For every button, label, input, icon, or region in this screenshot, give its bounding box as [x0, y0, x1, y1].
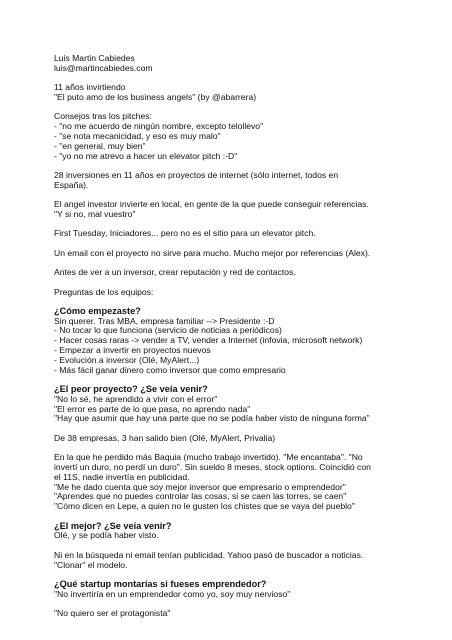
- lost-line: invertí un duro, no perdí un duro". Sin sueldo 8 meses, stock options. Coincidió con: [54, 462, 371, 473]
- protagonist-paragraph: [54, 609, 434, 619]
- lost-block: [54, 453, 434, 512]
- reputation-text: Antes de ver a un inversor, crear reputación y red de contactos.: [54, 267, 296, 278]
- questions-title: Preguntas de los equipos:: [54, 286, 154, 297]
- yahoo-line-1: Ni en la búsqueda ni email tenían publicidad. Yahoo pasó de buscador a noticias.: [54, 549, 364, 560]
- q2-block: [54, 385, 434, 424]
- lost-line: "Me he dado cuenta que soy mejor inversor que empresario o emprendedor": [54, 481, 346, 492]
- companies-paragraph: [54, 434, 434, 444]
- questions-paragraph: [54, 288, 434, 298]
- lost-line: En la que he perdido más Baquia (mucho trabajo invertido). "Me encantaba". "No: [54, 452, 363, 463]
- q2-line: "El error es parte de lo que pasa, no aprendo nada": [54, 403, 251, 414]
- q1-line: Sin querer. Tras MBA, empresa familiar --> Presidente :-D: [54, 315, 275, 326]
- q1-block: [54, 307, 434, 376]
- pitches-item: - "en general, muy bien": [54, 140, 146, 151]
- protagonist-text: "No quiero ser el protagonista": [54, 608, 171, 619]
- first-tuesday-text: First Tuesday, Iniciadores... pero no es el sitio para un elevator pitch.: [54, 228, 316, 239]
- q1-line: - Empezar a invertir en proyectos nuevos: [54, 345, 211, 356]
- q3-block: [54, 522, 434, 542]
- author-email: luis@martincabiedes.com: [54, 62, 153, 73]
- q1-line: - No tocar lo que funciona (servicio de noticias a periódicos): [54, 325, 282, 336]
- pitches-block: [54, 112, 434, 161]
- pitches-item: - "yo no me atrevo a hacer un elevator pitch :-D": [54, 150, 238, 161]
- pitches-item: - "se nota mecanicidad, y eso es muy malo": [54, 130, 221, 141]
- email-text: Un email con el proyecto no sirve para mucho. Mucho mejor por referencias (Alex).: [54, 247, 371, 258]
- yahoo-line-2: "Clonar" el modelo.: [54, 559, 128, 570]
- investments-paragraph: [54, 171, 434, 191]
- yahoo-block: [54, 551, 434, 571]
- local-line-2: "Y si no, mal vuestro": [54, 208, 136, 219]
- q1-line: - Hacer cosas raras -> vender a TV, vender a Internet (infovia, microsoft network): [54, 335, 363, 346]
- investments-text: 28 inversiones en 11 años en proyectos de internet (sólo internet, todos en España).: [54, 169, 339, 190]
- q1-heading: ¿Cómo empezaste?: [54, 305, 141, 316]
- lost-line: "Cómo dicen en Lepe, a quien no le gusten los chistes que se vaya del pueblo": [54, 501, 355, 512]
- q3-heading: ¿El mejor? ¿Se veía venir?: [54, 520, 172, 531]
- local-block: [54, 200, 434, 220]
- q4-line: "No invertiría en un emprendedor como yo, soy muy nervioso": [54, 588, 291, 599]
- lost-line: el 11S, nadie invertía en publicidad.: [54, 471, 190, 482]
- pitches-title: Consejos tras los pitches:: [54, 111, 152, 122]
- pitches-item: - "no me acuerdo de ningún nombre, excepto telollevo": [54, 121, 264, 132]
- companies-text: De 38 empresas, 3 han salido bien (Olé, MyAlert, Privalia): [54, 432, 276, 443]
- author-name: Luis Martin Cabiedes: [54, 53, 135, 63]
- author-block: [54, 54, 434, 74]
- local-line-1: El angel investor invierte en local, en gente de la que puede conseguir referencias.: [54, 199, 369, 210]
- q2-line: "No lo sé, he aprendido a vivir con el error": [54, 393, 218, 404]
- intro-quote: "El puto amo de los business angels" (by @abarrera): [54, 91, 257, 102]
- first-tuesday-paragraph: [54, 229, 434, 239]
- q4-block: [54, 580, 434, 600]
- intro-years: 11 años invirtiendo: [54, 82, 126, 93]
- email-paragraph: [54, 249, 434, 259]
- reputation-paragraph: [54, 268, 434, 278]
- q1-line: - Más fácil ganar dinero como inversor que como empresario: [54, 364, 286, 375]
- q1-line: - Evolución a inversor (Olé, MyAlert...): [54, 354, 200, 365]
- document-page: [54, 54, 434, 629]
- q4-heading: ¿Qué startup montarías si fueses emprendedor?: [54, 578, 267, 589]
- q2-heading: ¿El peor proyecto? ¿Se veía venir?: [54, 384, 208, 395]
- q2-line: "Hay que asumir que hay una parte que no se podía haber visto de ninguna forma": [54, 413, 370, 424]
- lost-line: "Aprendes que no puedes controlar las cosas, si se caen las torres, se caen": [54, 491, 347, 502]
- intro-block: [54, 83, 434, 103]
- q3-line: Olé, y se podía haber visto.: [54, 530, 159, 541]
